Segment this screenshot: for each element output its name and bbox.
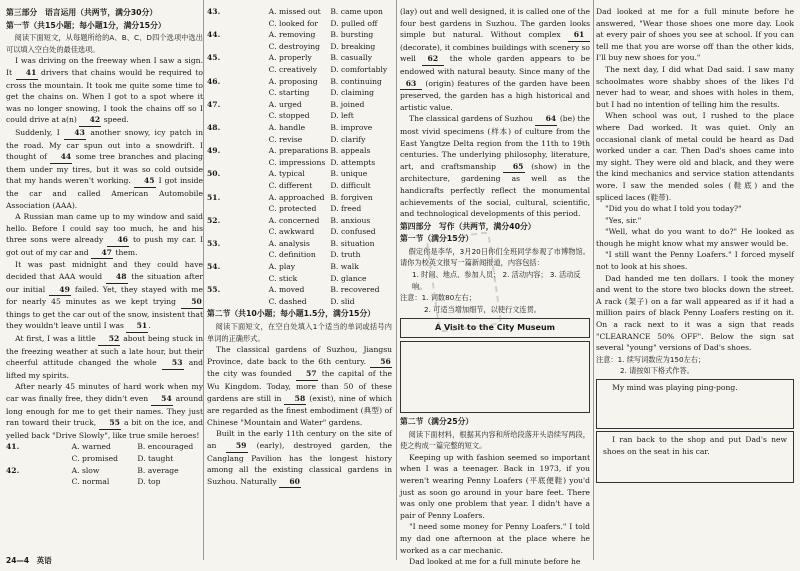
option-49-a[interactable]: A. preparations (268, 146, 329, 156)
option-51-b[interactable]: B. forgiven (330, 192, 373, 202)
cloze-paragraph-1: I was driving on the freeway when I saw a sign. It 41 drivers that chains would be required to cross the mountain. It took me quite some time to get the chains on. When I got to a spot where it was no longer snowing, I took the chains off so I could drive at a(n) 42 speed. (6, 55, 203, 127)
option-55-b[interactable]: B. recovered (330, 285, 380, 295)
story-dialogue-1: "Did you do what I told you today?" (605, 204, 742, 214)
options-41-42 (6, 441, 203, 487)
option-row (207, 249, 392, 261)
option-row (207, 41, 392, 53)
option-42-b[interactable]: B. average (137, 465, 179, 475)
writing-section1-instructions: 假定你是李华，3月20日你们全班同学参观了市博物馆。请你为校英文报写一篇新闻报道，内容包括： (400, 246, 590, 268)
continuation-start-2: I ran back to the shop and put Dad's new shoes on the seat in his car. (603, 435, 787, 456)
option-row: 48. A. handle B. improve (207, 122, 392, 134)
option-45-d[interactable]: D. comfortably (330, 64, 388, 74)
story-paragraph-3-start: Dad looked at me for a full minute before he (409, 557, 581, 567)
essay-answer-area[interactable] (400, 341, 590, 413)
option-row (207, 110, 392, 122)
option-row: 45. A. properly B. casually (207, 52, 392, 64)
option-50-b[interactable]: B. unique (330, 169, 368, 179)
option-row: 52. A. concerned B. anxious (207, 215, 392, 227)
blank-45[interactable]: 45 (134, 175, 156, 188)
option-row (207, 134, 392, 146)
option-row (6, 453, 203, 465)
cloze-paragraph-4: It was past midnight and they could have decided that AAA would 48 the situation after our initial 49 failed. Yet, they stayed with me for nearly 45 minutes as we kept trying 50 things to get the car out of the snow, insistent that they wouldn't leave until I was 51. (6, 259, 203, 333)
option-row (207, 273, 392, 285)
column-divider (396, 0, 397, 560)
option-row: 41. A. warned B. encouraged (6, 441, 203, 453)
cloze-paragraph-5: At first, I was a little 52 about being stuck in the freezing weather at such a late hour, but their cheerful attitude changed the whole 53 and lifted my spirits. (6, 334, 203, 380)
option-44-a[interactable]: A. removing (268, 30, 316, 40)
blank-55[interactable]: 55 (99, 417, 121, 430)
option-41-b[interactable]: B. encouraged (137, 442, 194, 452)
column-1 (6, 6, 203, 488)
option-53-c[interactable]: C. definition (268, 250, 316, 260)
column-divider (203, 0, 204, 560)
blank-64[interactable]: 64 (535, 113, 557, 126)
options-43-55 (207, 6, 392, 307)
option-50-a[interactable]: A. typical (268, 169, 305, 179)
continuation-start-1: My mind was playing ping-pong. (612, 383, 738, 392)
option-row: 49. A. preparations B. appeals (207, 145, 392, 157)
grammar-paragraph-2-cont: (lay) out and well designed, it is called one of the four best gardens in Suzhou. The garden looks simple but natural. Without complex 61 (decorate), it combines buildings with scenery so well 62 the whole garden appears to be endowed with natural beauty. Since many of the 63 (origin) features of the garden have been preserved, the garden has a high historical and artistic value. (400, 7, 590, 112)
blank-49[interactable]: 49 (49, 284, 71, 297)
option-50-d[interactable]: D. difficult (330, 180, 371, 190)
option-49-b[interactable]: B. appeals (330, 146, 371, 156)
option-53-b[interactable]: B. situation (330, 238, 375, 248)
continuation-note: 注意：1. 续写词数应为150左右； (596, 354, 706, 364)
option-54-a[interactable]: A. play (268, 262, 296, 272)
option-46-d[interactable]: D. claiming (330, 88, 375, 98)
option-53-d[interactable]: D. truth (330, 250, 361, 260)
section2-heading: 第二节（共10小题；每小题1.5分，满分15分） (207, 309, 376, 319)
option-row: 51. A. approached B. forgiven (207, 192, 392, 204)
blank-56[interactable]: 56 (370, 356, 392, 369)
option-row: 47. A. urged B. joined (207, 99, 392, 111)
column-divider (593, 0, 594, 560)
blank-65[interactable]: 65 (503, 161, 525, 174)
column-4 (596, 6, 794, 485)
blank-44[interactable]: 44 (50, 151, 72, 164)
blank-53[interactable]: 53 (162, 357, 184, 370)
blank-62[interactable]: 62 (422, 53, 444, 66)
option-row: 44. A. removing B. bursting (207, 29, 392, 41)
option-row: 54. A. play B. walk (207, 261, 392, 273)
option-48-a[interactable]: A. handle (268, 122, 306, 132)
writing-section1-heading: 第一节（满分15分） (400, 234, 474, 244)
option-row: 50. A. typical B. unique (207, 168, 392, 180)
option-41-d[interactable]: D. taught (137, 453, 174, 463)
option-48-d[interactable]: D. clarify (330, 134, 366, 144)
option-51-c[interactable]: C. protected (268, 204, 317, 214)
option-45-a[interactable]: A. properly (268, 53, 312, 63)
story-paragraph-6: Dad handed me ten dollars. I took the money and went to the store two blocks down the street. A rack (架子) on a far wall appeared as if it had a million pairs of black Penny Loafers resting on it. On a rack next to it was a sign that reads "CLEARANCE 50% OFF". Below the sign sat several "young" versions of Dad's shoes. (596, 273, 794, 353)
blank-60[interactable]: 60 (279, 476, 301, 489)
page-footer: 24—4 英语 (6, 556, 52, 565)
option-48-c[interactable]: C. revise (268, 134, 303, 144)
essay-title-box: A Visit to the City Museum (400, 318, 590, 338)
option-52-d[interactable]: D. confused (330, 227, 376, 237)
option-row (207, 64, 392, 76)
option-row: 46. A. proposing B. continuing (207, 76, 392, 88)
option-54-b[interactable]: B. walk (330, 262, 359, 272)
option-42-d[interactable]: D. top (137, 477, 161, 487)
cloze-paragraph-2: Suddenly, I 43 another snowy, icy patch in the road. My car spun out into a snowdrift. I thought of 44 some tree branches and placing them under my tires, but it was so cold outside that my hands weren't working. 45 I got inside the car and called American Automobile Association (AAA). (6, 127, 203, 210)
continuation-box-2[interactable] (596, 431, 794, 483)
part4-heading: 第四部分 写作（共两节，满分40分） (400, 221, 536, 231)
option-45-c[interactable]: C. creatively (268, 64, 317, 74)
continuation-note-2: 2. 请按如下格式作答。 (620, 366, 694, 376)
option-43-b[interactable]: B. came upon (330, 7, 383, 16)
writing-section2-instructions: 阅读下面材料，根据其内容和所给段落开头语续写两段，使之构成一篇完整的短文。 (400, 429, 590, 451)
option-44-d[interactable]: D. breaking (330, 41, 376, 51)
story-paragraph-3: Dad looked at me for a full minute before he answered, "Wear those shoes one more day. Look at every pair of shoes you see at school. If you can tell me that you are worse off than the other kids, I'll buy new shoes for you." (596, 7, 794, 63)
option-row: 43. A. missed out B. came upon (207, 6, 392, 18)
blank-54[interactable]: 54 (151, 393, 173, 406)
writing-note: 注意：1. 词数80左右； (400, 293, 476, 303)
story-dialogue-4: "I still want the Penny Loafers." I forced myself not to look at his shoes. (596, 250, 794, 272)
option-54-d[interactable]: D. glance (330, 273, 367, 283)
option-44-c[interactable]: C. destroying (268, 41, 321, 51)
option-55-d[interactable]: D. slid (330, 296, 355, 306)
option-47-d[interactable]: D. left (330, 111, 354, 121)
blank-51[interactable]: 51 (126, 320, 148, 333)
option-52-a[interactable]: A. concerned (268, 215, 320, 225)
option-43-d[interactable]: D. pulled off (330, 18, 378, 28)
option-row (6, 476, 203, 488)
part3-heading: 第三部分 语言运用（共两节，满分30分） (6, 8, 158, 17)
option-52-b[interactable]: B. anxious (330, 215, 371, 225)
blank-41[interactable]: 41 (16, 67, 38, 80)
option-47-b[interactable]: B. joined (330, 99, 365, 109)
option-55-c[interactable]: C. dashed (268, 296, 307, 306)
blank-58[interactable]: 58 (284, 393, 306, 406)
option-52-c[interactable]: C. awkward (268, 227, 315, 237)
story-dialogue-3: "Well, what do you want to do?" He looked as though he might know what my answer would be. (596, 227, 794, 248)
blank-52[interactable]: 52 (98, 333, 120, 346)
section2-instructions: 阅读下面短文，在空白处填入1个适当的单词或括号内单词的正确形式。 (207, 322, 392, 343)
grammar-paragraph-1: The classical gardens of Suzhou, Jiangsu Province, date back to the 6th century. 56 the city was founded 57 the capital of the Wu Kingdom. Today, more than 50 of these gardens are still in 58 (exist), nine of which are regarded as the finest embodiment (典型) of Chinese "Mountain and Water" gardens. (207, 345, 392, 427)
blank-63[interactable]: 63 (400, 78, 422, 91)
option-41-a[interactable]: A. warned (71, 442, 111, 452)
option-row (207, 87, 392, 99)
option-43-c[interactable]: C. looked for (268, 18, 318, 28)
option-45-b[interactable]: B. casually (330, 53, 372, 63)
option-44-b[interactable]: B. bursting (330, 30, 374, 40)
story-paragraph-2: "I need some money for Penny Loafers." I told my dad one afternoon at the place where he worked as a car mechanic. (400, 522, 590, 555)
option-50-c[interactable]: C. different (268, 180, 313, 190)
option-41-c[interactable]: C. promised (71, 453, 118, 463)
section1-instructions: 阅读下面短文，从每题所给的A、B、C、D四个选项中选出可以填入空白处的最佳选项。 (6, 33, 203, 54)
option-row (207, 18, 392, 30)
option-55-a[interactable]: A. moved (268, 285, 305, 295)
option-row: 42. A. slow B. average (6, 465, 203, 477)
option-row (207, 157, 392, 169)
option-46-a[interactable]: A. proposing (268, 76, 318, 86)
option-47-a[interactable]: A. urged (268, 99, 302, 109)
option-46-b[interactable]: B. continuing (330, 76, 382, 86)
option-row: 53. A. analysis B. situation (207, 238, 392, 250)
option-42-c[interactable]: C. normal (71, 477, 110, 487)
option-48-b[interactable]: B. improve (330, 122, 373, 132)
option-51-d[interactable]: D. freed (330, 204, 362, 214)
option-51-a[interactable]: A. approached (268, 192, 325, 202)
blank-42[interactable]: 42 (79, 114, 101, 127)
option-47-c[interactable]: C. stopped (268, 111, 310, 121)
option-row (207, 180, 392, 192)
column-2 (207, 6, 392, 488)
grammar-paragraph-2: Built in the early 11th century on the site of an 59 (early), destroyed garden, the Canglang Pavilion has the longest history among all the existing classical gardens in Suzhou. Naturally 60 (207, 428, 392, 488)
option-43-a[interactable]: A. missed out (268, 7, 321, 16)
writing-section2-heading: 第二节（满分25分） (400, 417, 474, 427)
blank-43[interactable]: 43 (64, 127, 86, 140)
option-46-c[interactable]: C. starting (268, 88, 310, 98)
story-paragraph-5: When school was out, I rushed to the place where Dad worked. It was quiet. Only an occasional clank of metal could be heard as Dad worked under a car. Then Dad's shoes came into my sight. They were old and black, and they were the kind mechanics and service station attendants wore. I saw the mended soles (鞋底) and the spliced laces (鞋带). (596, 111, 794, 202)
option-row (207, 226, 392, 238)
option-row (207, 296, 392, 308)
story-paragraph-1: Keeping up with fashion seemed so important when I was a teenager. Back in 1973, if you weren't wearing Penny Loafers (平底便鞋) you'd just as soon go around in your bare feet. There was only one problem that year. I didn't have a pair of Penny Loafers. (400, 452, 590, 520)
blank-50[interactable]: 50 (181, 296, 203, 309)
continuation-box-1[interactable] (596, 379, 794, 429)
option-42-a[interactable]: A. slow (71, 465, 100, 475)
section1-heading: 第一节（共15小题；每小题1分，满分15分） (6, 20, 166, 30)
grammar-paragraph-3: The classical gardens of Suzhou 64 (be) the most vivid specimens (样本) of culture from the East Yangtze Delta region from the 11th to 19th centuries. The underlying philosophy, literature, art, and craftsmanship 65 (show) in the architecture, gardening as well as the handicrafts perfectly reflect the monumental achievements of the social, cultural, scientific, and technological developments of this period. (400, 114, 590, 219)
blank-47[interactable]: 47 (91, 247, 113, 260)
story-dialogue-2: "Yes, sir." (605, 215, 642, 225)
option-54-c[interactable]: C. stick (268, 273, 298, 283)
option-row (207, 203, 392, 215)
option-49-d[interactable]: D. attempts (330, 157, 376, 167)
blank-48[interactable]: 48 (106, 271, 128, 284)
writing-note-2: 2. 可适当增加细节，以使行文连贯。 (424, 304, 541, 314)
blank-46[interactable]: 46 (107, 234, 129, 247)
option-row: 55. A. moved B. recovered (207, 284, 392, 296)
writing-points: 1. 时间、地点、参加人员； 2. 活动内容； 3. 活动反响。 (412, 270, 581, 291)
watermark-stamp (426, 231, 502, 333)
blank-59[interactable]: 59 (226, 440, 248, 453)
option-53-a[interactable]: A. analysis (268, 238, 310, 248)
story-paragraph-4: The next day, I did what Dad said. I saw many schoolmates wore shabby shoes of the likes I'd never had to wear, and shoes with holes in them, but I had no intention of telling him the results. (596, 64, 794, 109)
blank-57[interactable]: 57 (296, 368, 318, 381)
cloze-paragraph-3: A Russian man came up to my window and said hello. Before I could say too much, he and his three sons were already 46 to push my car. I got out of my car and 47 them. (6, 211, 203, 259)
cloze-paragraph-6: After nearly 45 minutes of hard work when my car was finally free, they didn't even 54 around long enough for me to get their names. They just ran toward their truck, 55 a bit on the ice, and yelled back "Drive Slowly", like true smile heroes! (6, 382, 203, 440)
option-49-c[interactable]: C. impressions (268, 157, 326, 167)
blank-61[interactable]: 61 (568, 29, 590, 42)
